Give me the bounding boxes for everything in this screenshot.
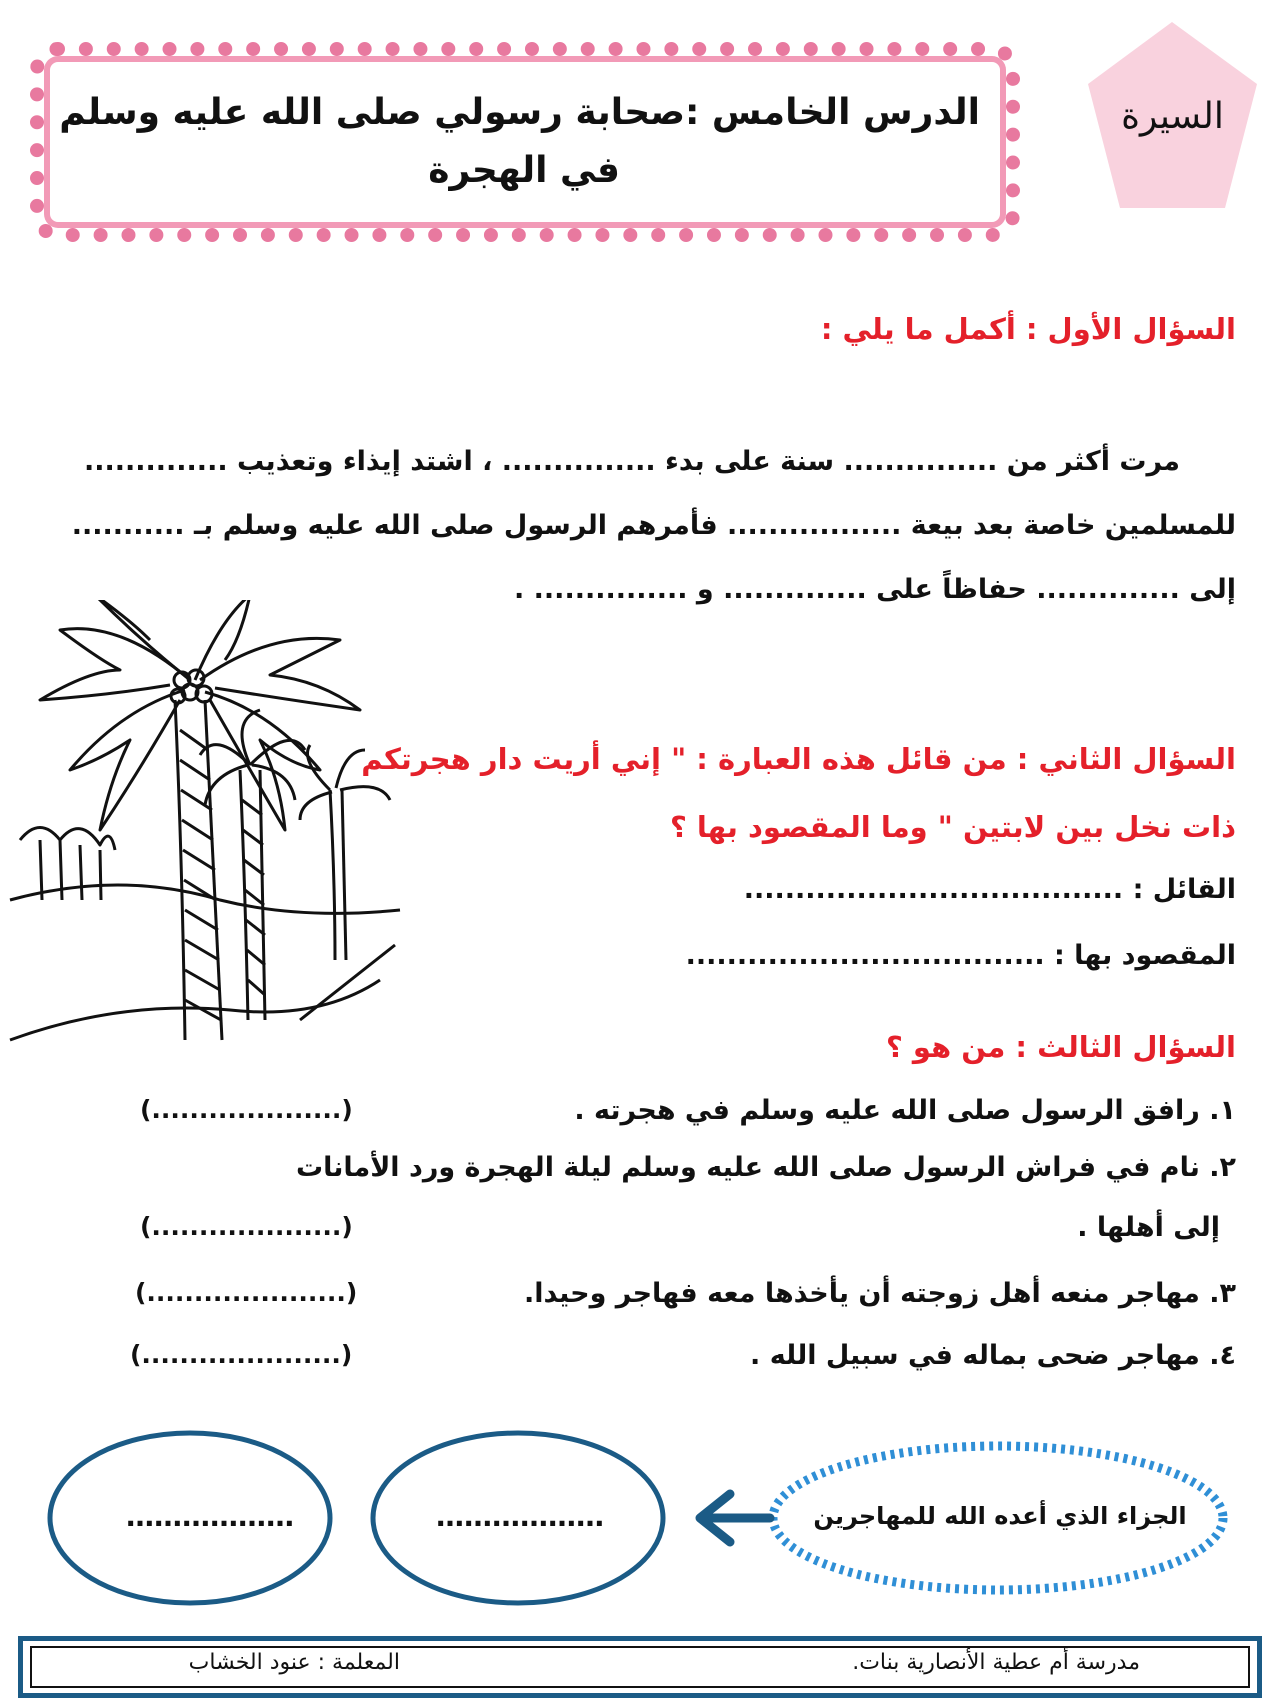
question3-item2: ٢. نام في فراش الرسول صلى الله عليه وسلم ليلة الهجرة ورد الأمانات — [295, 1152, 1236, 1183]
reward-answer-blank1[interactable]: ……………… — [126, 1500, 294, 1533]
footer-school-name: مدرسة أم عطية الأنصارية بنات. — [852, 1650, 1140, 1675]
question3-answer1[interactable]: (....................) — [140, 1095, 353, 1124]
footer-teacher-name: المعلمة : عنود الخشاب — [188, 1650, 400, 1675]
question1-line3: إلى .............. حفاظاً على .............. و ............... . — [514, 574, 1236, 605]
question3-answer3[interactable]: (.....................) — [135, 1278, 358, 1307]
question3-item2-cont: إلى أهلها . — [1077, 1212, 1220, 1243]
lesson-title-line2: في الهجرة — [428, 150, 620, 191]
lesson-title-line1: الدرس الخامس :صحابة رسولي صلى الله عليه وسلم — [59, 92, 980, 133]
question3-item4: ٤. مهاجر ضحى بماله في سبيل الله . — [750, 1340, 1236, 1371]
question2-title-line1: السؤال الثاني : من قائل هذه العبارة : " إني أريت دار هجرتكم — [361, 742, 1236, 776]
palm-trees-illustration — [0, 600, 420, 1055]
question2-answer-sayer[interactable]: القائل : ..................................... — [743, 874, 1236, 905]
question3-answer2[interactable]: (....................) — [140, 1212, 353, 1241]
question1-title: السؤال الأول : أكمل ما يلي : — [820, 312, 1236, 346]
reward-label: الجزاء الذي أعده الله للمهاجرين — [813, 1502, 1187, 1530]
question2-answer-meaning[interactable]: المقصود بها : ................................... — [685, 940, 1236, 971]
question2-title-line2: ذات نخل بين لابتين " وما المقصود بها ؟ — [670, 810, 1236, 844]
lesson-title-frame — [30, 42, 1020, 242]
arrow-left-icon — [700, 1494, 770, 1542]
question1-line1: مرت أكثر من ............... سنة على بدء ............... ، اشتد إيذاء وتعذيب .............. — [83, 446, 1180, 477]
question3-answer4[interactable]: (.....................) — [130, 1340, 353, 1369]
question1-line2: للمسلمين خاصة بعد بيعة ................. فأمرهم الرسول صلى الله عليه وسلم بـ ........... — [71, 510, 1236, 541]
reward-answer-blank2[interactable]: ……………… — [436, 1500, 604, 1533]
question3-title: السؤال الثالث : من هو ؟ — [885, 1030, 1236, 1064]
subject-label: السيرة — [1121, 96, 1224, 137]
question3-item3: ٣. مهاجر منعه أهل زوجته أن يأخذها معه فهاجر وحيدا. — [524, 1278, 1236, 1309]
question3-item1: ١. رافق الرسول صلى الله عليه وسلم في هجرته . — [574, 1095, 1236, 1126]
